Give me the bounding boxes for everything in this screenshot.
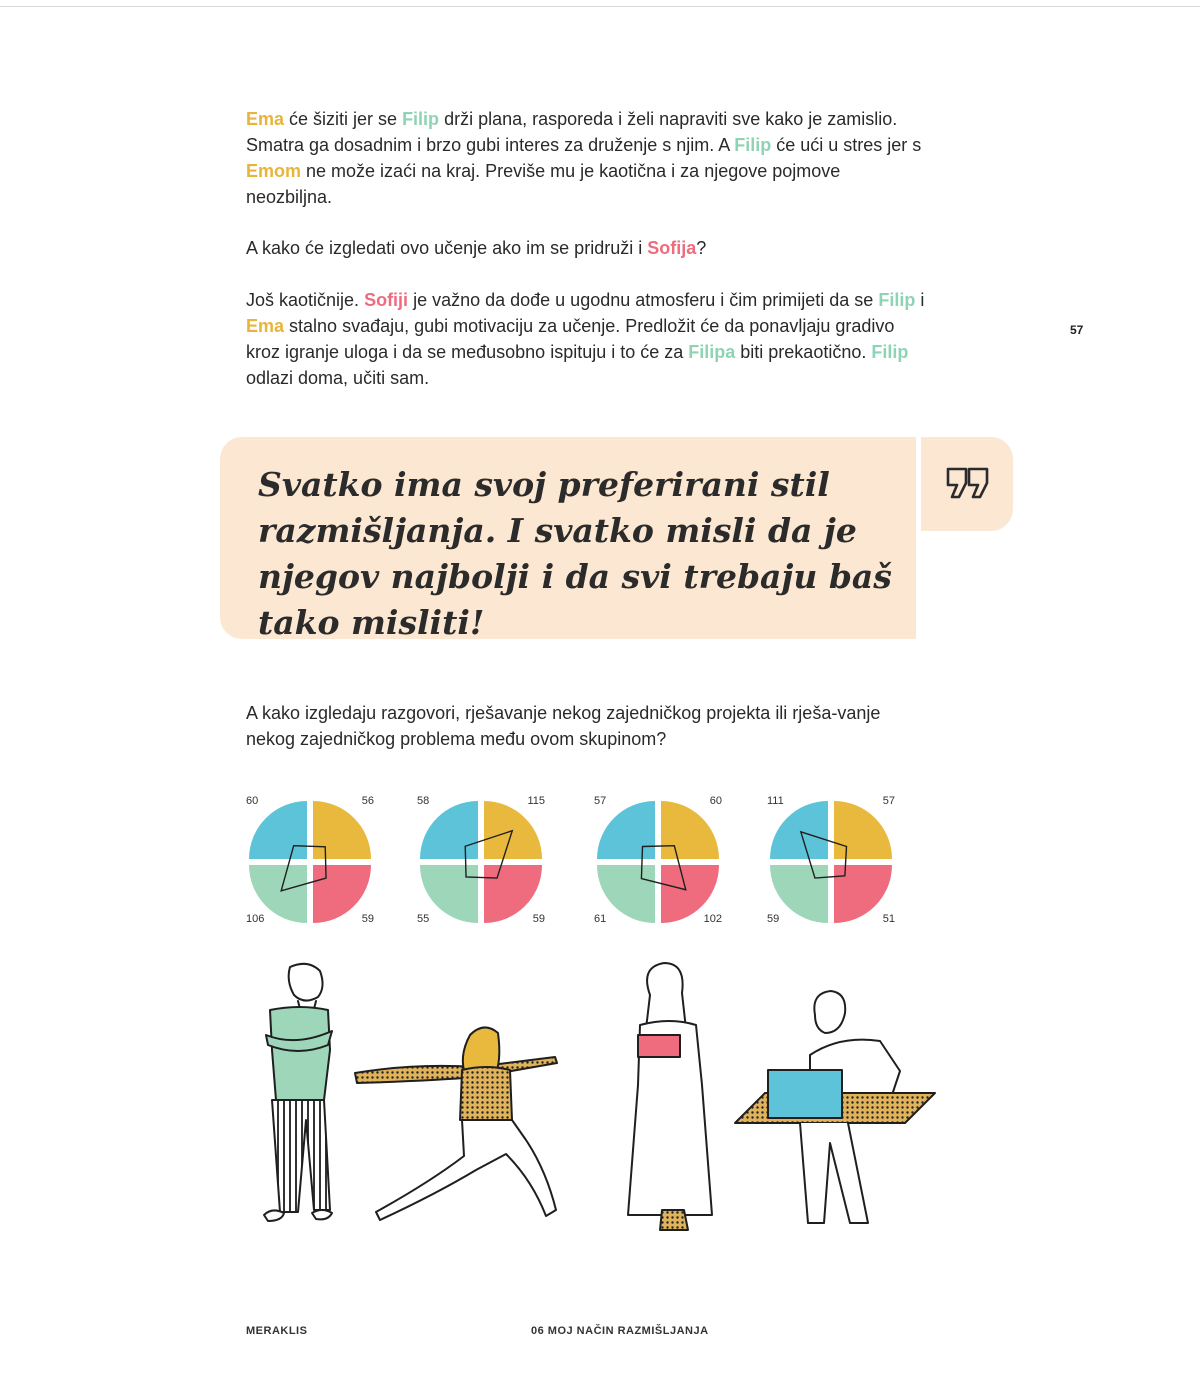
paragraph-2 — [246, 235, 926, 261]
person-with-book — [628, 963, 712, 1230]
value-label-top-right: 56 — [361, 795, 374, 807]
quadrant-top-left — [249, 801, 307, 859]
paragraph-1 — [246, 106, 926, 210]
name-highlight: Filip — [871, 342, 909, 362]
paragraph-4 — [246, 700, 918, 752]
four-people-illustration — [240, 955, 940, 1245]
value-label-bottom-left: 55 — [417, 913, 430, 925]
text-segment: biti prekaotično. — [735, 342, 872, 362]
value-label-top-left: 58 — [417, 795, 430, 807]
person-at-laptop — [735, 991, 935, 1223]
name-highlight: Sofija — [647, 238, 697, 258]
name-highlight: Filip — [878, 290, 916, 310]
value-label-bottom-right: 59 — [532, 913, 545, 925]
thinking-profile-chart-3 — [588, 792, 728, 932]
value-label-bottom-right: 51 — [882, 913, 895, 925]
thinking-profile-chart-1 — [240, 792, 380, 932]
quadrant-top-right — [661, 801, 719, 859]
person-crossed-arms — [264, 964, 332, 1221]
text-segment: odlazi doma, učiti sam. — [246, 368, 430, 388]
name-highlight: Ema — [246, 316, 285, 336]
value-label-top-left: 60 — [246, 795, 259, 807]
text-segment: će šiziti jer se — [284, 109, 403, 129]
footer-brand: MERAKLIS — [246, 1325, 308, 1337]
text-segment: Još kaotičnije. — [246, 290, 365, 310]
name-highlight: Ema — [246, 109, 285, 129]
quote-tab — [921, 437, 1013, 531]
value-label-top-left: 57 — [594, 795, 607, 807]
name-highlight: Filipa — [688, 342, 736, 362]
quadrant-top-left — [597, 801, 655, 859]
quote-mark-icon — [921, 437, 1013, 531]
thinking-profile-chart-4 — [761, 792, 901, 932]
top-divider — [0, 6, 1200, 7]
value-label-top-right: 57 — [882, 795, 895, 807]
quote-text: Svatko ima svoj preferirani stil razmišljanja. I svatko misli da je njegov najbolji i da svi trebaju baš tako misliti! — [258, 465, 892, 642]
value-label-bottom-left: 59 — [767, 913, 780, 925]
text-segment: je važno da dođe u ugodnu atmosferu i čim primijeti da se — [408, 290, 879, 310]
name-highlight: Filip — [402, 109, 440, 129]
text-segment: A kako će izgledati ovo učenje ako im se pridruži i — [246, 238, 648, 258]
value-label-bottom-left: 61 — [594, 913, 607, 925]
quadrant-top-left — [420, 801, 478, 859]
page-number: 57 — [1070, 323, 1084, 337]
quadrant-top-left — [770, 801, 828, 859]
text-segment: će ući u stres jer s — [771, 135, 922, 155]
text-segment: stalno svađaju, gubi motivaciju za učenje. Predložit će da ponavljaju gradivo kroz igranje uloga i da se međusobno ispituju i to će za — [246, 316, 895, 362]
value-label-top-right: 60 — [709, 795, 722, 807]
name-highlight: Emom — [246, 161, 302, 181]
value-label-top-left: 111 — [767, 795, 784, 807]
value-label-bottom-right: 102 — [703, 913, 722, 925]
name-highlight: Sofiji — [364, 290, 409, 310]
text-segment: ? — [696, 238, 707, 258]
text-segment: A kako izgledaju razgovori, rješavanje nekog zajedničkog projekta ili rješa-vanje nekog zajedničkog problema među ovom skupinom? — [246, 703, 881, 749]
person-yoga-pose — [355, 1027, 557, 1220]
value-label-top-right: 115 — [527, 795, 545, 807]
name-highlight: Filip — [734, 135, 772, 155]
quadrant-top-right — [834, 801, 892, 859]
value-label-bottom-left: 106 — [246, 913, 265, 925]
footer-chapter: 06 MOJ NAČIN RAZMIŠLJANJA — [531, 1325, 709, 1337]
text-segment: drži plana, rasporeda i želi napraviti sve kako je zamislio. Smatra ga dosadnim i brzo gubi interes za druženje s njim. A — [246, 109, 898, 155]
text-segment: i — [915, 290, 925, 310]
text-segment: ne može izaći na kraj. Previše mu je kaotična i za njegove pojmove neozbiljna. — [246, 161, 841, 207]
thinking-profile-chart-2 — [411, 792, 551, 932]
value-label-bottom-right: 59 — [361, 913, 374, 925]
quadrant-top-right — [313, 801, 371, 859]
paragraph-3 — [246, 287, 926, 391]
